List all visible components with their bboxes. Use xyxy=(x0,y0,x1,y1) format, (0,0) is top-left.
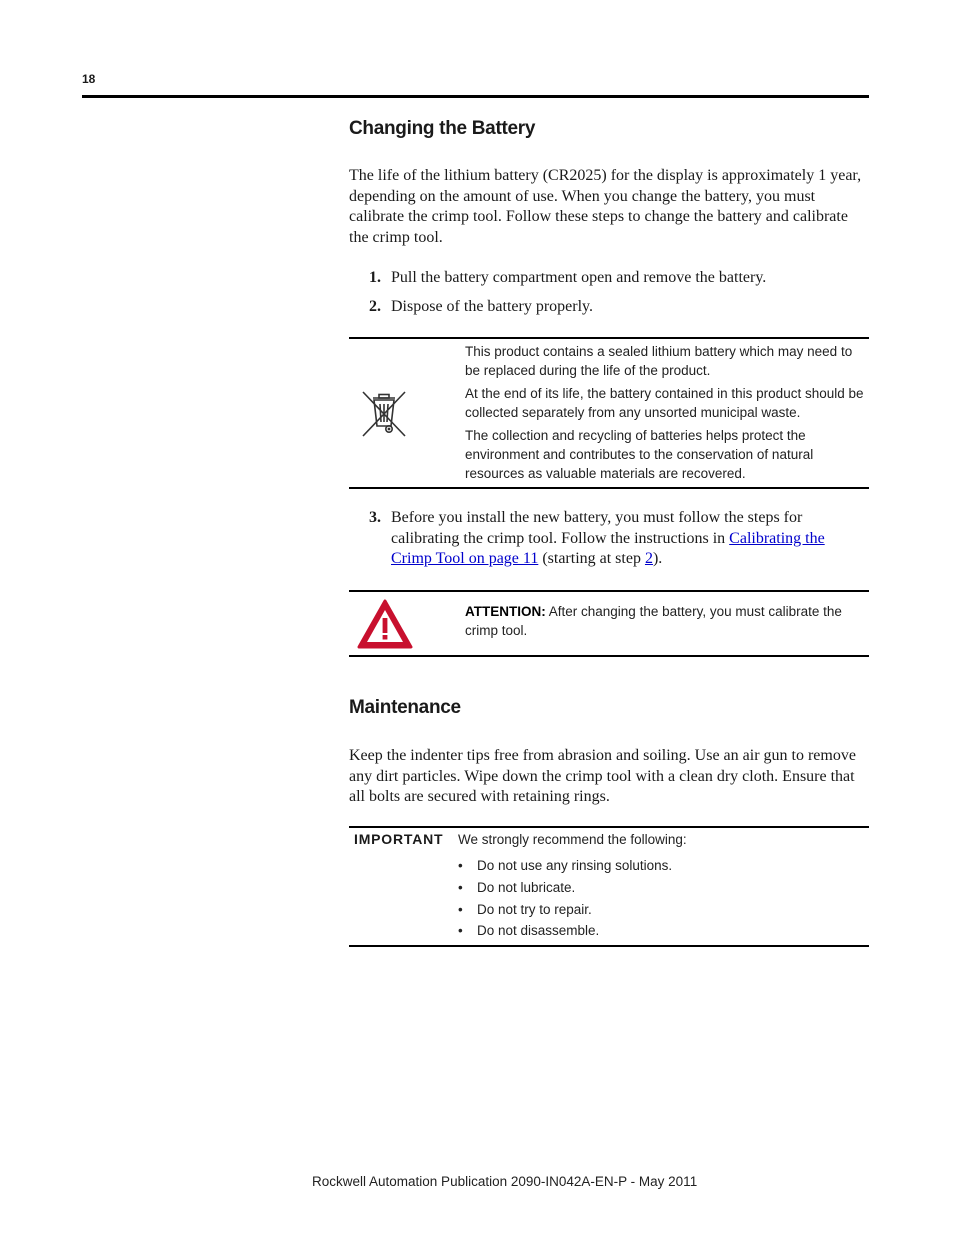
list-item: • Do not use any rinsing solutions. xyxy=(458,855,868,877)
section-heading: Maintenance xyxy=(349,697,461,718)
recommendation-list xyxy=(458,855,868,942)
step-number: 1. xyxy=(369,269,381,286)
step-text: Pull the battery compartment open and remove the battery. xyxy=(391,269,767,286)
header-rule xyxy=(82,95,869,98)
important-body xyxy=(458,830,868,942)
crossed-out-wheelie-bin-icon xyxy=(359,389,409,444)
important-intro: We strongly recommend the following: xyxy=(458,832,687,847)
warning-triangle-icon xyxy=(356,598,414,655)
step-text: Dispose of the battery properly. xyxy=(391,298,594,315)
list-item: • Do not disassemble. xyxy=(458,920,868,942)
section-heading: Changing the Battery xyxy=(349,118,536,139)
notice-paragraph: The collection and recycling of batteries helps protect the environment and contributes to the conservation of natural resources as valuable materials are recovered. xyxy=(465,428,814,481)
step-2-link[interactable]: 2 xyxy=(644,550,653,567)
calibrating-crimp-tool-link[interactable]: Calibrating the Crimp Tool on page 11 xyxy=(391,529,825,567)
step-text-part: (starting at step xyxy=(538,550,645,567)
notice-paragraph: This product contains a sealed lithium battery which may need to be replaced during the life of the product. xyxy=(465,344,853,378)
important-notice xyxy=(349,826,869,947)
step-number: 3. xyxy=(369,509,381,526)
intro-paragraph: The life of the lithium battery (CR2025) for the display is approximately 1 year, depending on the amount of use. When you change the battery, you must calibrate the crimp tool. Follow these steps to change the battery and calibrate the crimp tool. xyxy=(349,167,862,246)
notice-paragraph: At the end of its life, the battery contained in this product should be collected separately from any unsorted municipal waste. xyxy=(465,386,864,420)
section-maintenance xyxy=(349,697,869,719)
attention-message: After changing the battery, you must calibrate the crimp tool. xyxy=(465,604,842,638)
page-footer: Rockwell Automation Publication 2090-IN042A-EN-P - May 2011 xyxy=(312,1174,698,1189)
attention-text xyxy=(465,602,865,640)
maintenance-paragraph: Keep the indenter tips free from abrasion and soiling. Use an air gun to remove any dirt particles. Wipe down the crimp tool with a clean dry cloth. Ensure that all bolts are secured with retaining rings. xyxy=(349,747,856,805)
step-text-part: Before you install the new battery, you must follow the steps for calibrating the crimp tool. Follow the instructions in xyxy=(391,509,803,547)
step-text xyxy=(391,508,869,570)
disposal-notice-text xyxy=(465,342,865,487)
step-text-part: ). xyxy=(652,550,663,567)
list-item: • Do not lubricate. xyxy=(458,877,868,899)
attention-notice xyxy=(349,590,869,657)
page-number: 18 xyxy=(82,72,96,86)
attention-label: ATTENTION: xyxy=(465,604,546,619)
list-item: • Do not try to repair. xyxy=(458,899,868,921)
battery-disposal-notice xyxy=(349,337,869,489)
step-number: 2. xyxy=(369,298,381,315)
important-label: IMPORTANT xyxy=(354,831,444,847)
section-changing-battery xyxy=(349,118,869,140)
